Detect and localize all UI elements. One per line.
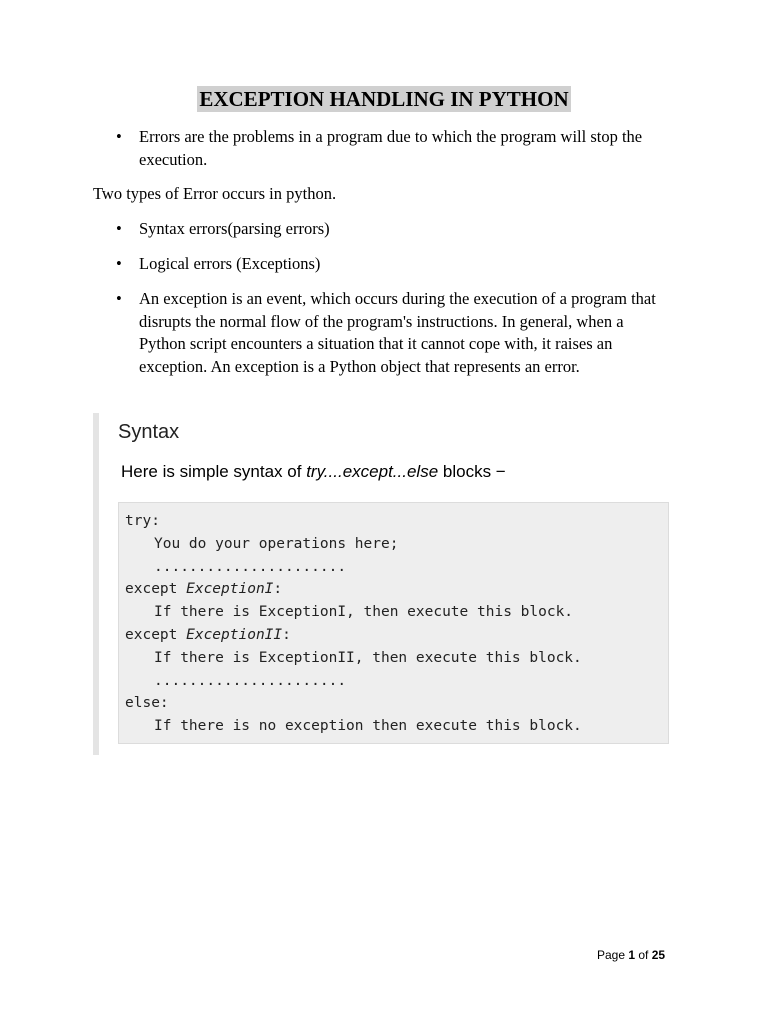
footer-of-label: of xyxy=(635,948,652,962)
page-title: EXCEPTION HANDLING IN PYTHON xyxy=(199,87,569,111)
code-keyword: except xyxy=(125,626,187,643)
bullet-text-exception-definition: An exception is an event, which occurs during the execution of a program that disrupts the normal flow of the program's instructions. In general, when a Python script encounters a situation that it cannot cope with, it raises an exception. An exception is a Python object that represents an error. xyxy=(139,289,656,376)
code-colon: : xyxy=(282,626,291,643)
syntax-intro xyxy=(121,462,506,482)
code-line: try: xyxy=(125,513,160,529)
footer-page-number: 1 xyxy=(628,948,636,962)
bullet-text-errors: Errors are the problems in a program due to which the program will stop the execution. xyxy=(139,127,643,169)
code-colon: : xyxy=(273,581,283,598)
bullet-dot: • xyxy=(116,289,122,308)
code-line: ...................... xyxy=(154,672,347,689)
syntax-heading: Syntax xyxy=(118,421,180,443)
code-line: ...................... xyxy=(154,558,347,575)
paragraph-error-types: Two types of Error occurs in python. xyxy=(93,184,337,203)
code-line xyxy=(125,624,662,647)
code-line: If there is ExceptionI, then execute this block. xyxy=(154,604,574,621)
bullet-dot: • xyxy=(116,254,122,273)
syntax-intro-suffix: blocks − xyxy=(438,462,506,481)
bullet-dot: • xyxy=(116,219,122,238)
footer-total-pages: 25 xyxy=(651,948,666,962)
code-block xyxy=(118,502,669,744)
syntax-intro-prefix: Here is simple syntax of xyxy=(121,462,307,481)
code-italic: ExceptionI xyxy=(186,581,274,598)
title-wrapper xyxy=(0,86,768,112)
code-line xyxy=(125,578,662,601)
code-line: else: xyxy=(125,695,169,712)
page-footer xyxy=(597,948,665,962)
code-italic: ExceptionII xyxy=(186,626,283,643)
bullet-dot: • xyxy=(116,127,122,146)
code-line: You do your operations here; xyxy=(154,535,399,552)
syntax-left-bar xyxy=(93,413,99,755)
code-line: If there is ExceptionII, then execute this block. xyxy=(154,649,582,666)
bullet-text-syntax-errors: Syntax errors(parsing errors) xyxy=(139,219,330,238)
code-keyword: except xyxy=(125,581,187,598)
syntax-image xyxy=(93,413,671,755)
syntax-intro-italic: try....except...else xyxy=(306,462,439,481)
code-line: If there is no exception then execute this block. xyxy=(154,718,582,735)
bullet-text-logical-errors: Logical errors (Exceptions) xyxy=(139,254,321,273)
footer-page-label: Page xyxy=(597,948,629,962)
